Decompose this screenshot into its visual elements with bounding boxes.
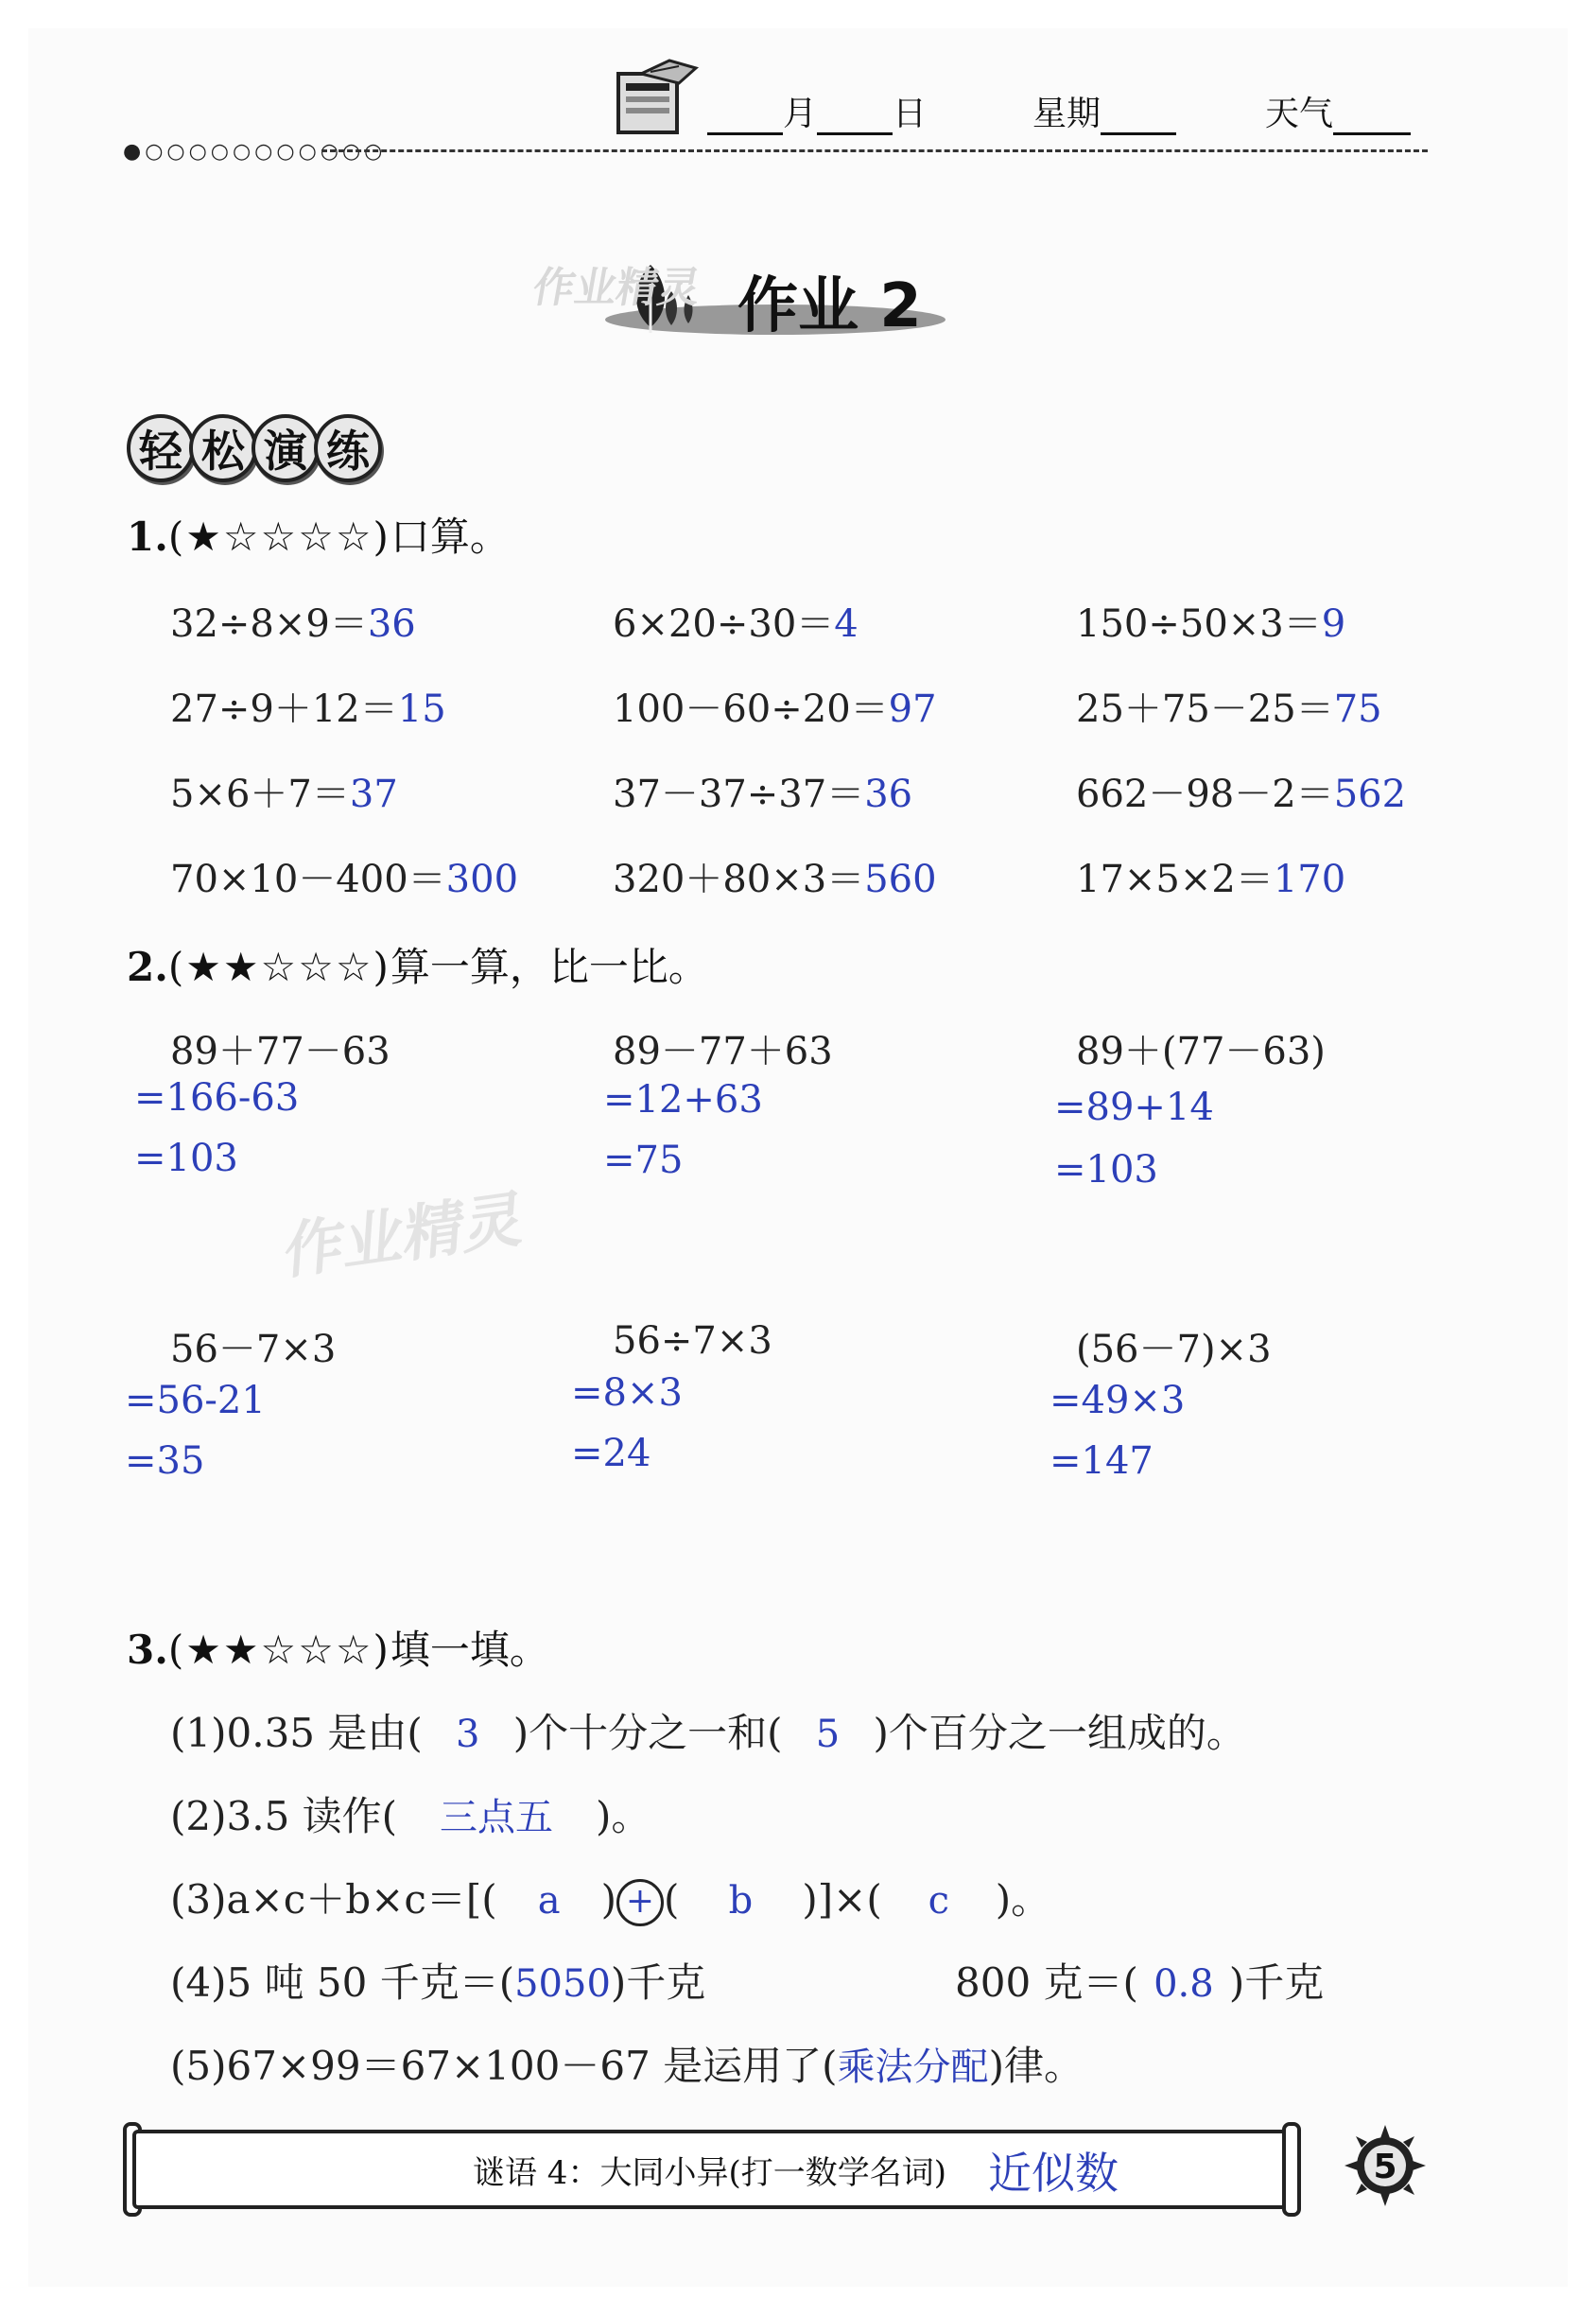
q2-work-step: =12+63	[603, 1078, 763, 1122]
q2-expression: (56－7)×3	[1076, 1328, 1272, 1371]
q1-item: 17×5×2＝170	[1076, 858, 1346, 901]
q2-work-step: =103	[1054, 1148, 1158, 1192]
q3-circled-operator: +	[616, 1879, 664, 1926]
q2-expression: 56－7×3	[170, 1328, 337, 1371]
badge-char-4: 练	[314, 414, 382, 482]
q3-line-5: (5)67×99＝67×100－67 是运用了(乘法分配)律。	[170, 2043, 1084, 2089]
q1-item: 662－98－2＝562	[1076, 773, 1407, 816]
q2-expression: 89－77＋63	[613, 1030, 833, 1073]
page-number: 5	[1373, 2148, 1397, 2186]
q2-work-step: =89+14	[1054, 1086, 1214, 1129]
header-divider	[321, 149, 1428, 152]
q1-number: 1.	[127, 513, 168, 560]
weather-label: 天气	[1265, 95, 1334, 133]
q1-answer: 9	[1321, 602, 1346, 646]
q1-item: 27÷9＋12＝15	[170, 688, 446, 731]
worksheet-page	[28, 28, 1568, 2287]
q1-item: 5×6＋7＝37	[170, 773, 398, 816]
q2-expression: 56÷7×3	[613, 1319, 772, 1363]
q3-line-1: (1)0.35 是由( 3 )个十分之一和( 5 )个百分之一组成的。	[170, 1710, 1246, 1756]
q3-answer: 3	[456, 1713, 480, 1756]
q3-answer: a	[537, 1879, 561, 1923]
q2-work-step: =147	[1050, 1439, 1154, 1483]
q3-answer: b	[728, 1879, 754, 1923]
q2-work-step: =49×3	[1050, 1379, 1186, 1422]
weather-field[interactable]	[1265, 87, 1411, 135]
badge-char-3: 演	[252, 414, 320, 482]
watermark: 作业精灵	[282, 1183, 527, 1289]
q2-prompt: 算一算，比一比。	[390, 944, 708, 990]
q3-answer: 乘法分配	[837, 2045, 989, 2089]
q2-heading	[127, 936, 708, 993]
q1-answer: 36	[367, 602, 416, 646]
q3-line-4: (4)5 吨 50 千克＝(5050)千克	[170, 1959, 706, 2006]
q3-answer: 5050	[514, 1962, 611, 2006]
q3-stars: (★★☆☆☆)	[167, 1627, 390, 1673]
q2-work-step: =24	[571, 1432, 651, 1475]
q1-answer: 97	[888, 688, 937, 731]
q1-answer: 300	[445, 858, 519, 901]
q3-line-2: (2)3.5 读作( 三点五 )。	[170, 1785, 651, 1842]
q1-item: 6×20÷30＝4	[613, 602, 859, 646]
q1-answer: 562	[1333, 773, 1407, 816]
q1-answer: 170	[1273, 858, 1346, 901]
title-ghost-watermark: 作业精灵	[529, 264, 704, 312]
q1-answer: 15	[397, 688, 446, 731]
q1-heading	[127, 506, 510, 563]
riddle-text: 谜语 4：大同小异(打一数学名词)	[473, 2154, 946, 2192]
q2-stars: (★★☆☆☆)	[167, 944, 390, 990]
q2-expression: 89＋(77－63)	[1076, 1030, 1326, 1073]
q3-answer: 三点五	[440, 1796, 554, 1839]
q1-answer: 37	[349, 773, 398, 816]
q3-line-4b: 800 克＝( 0.8 )千克	[955, 1959, 1325, 2006]
header-dots: ●○○○○○○○○○○○	[123, 140, 387, 164]
q1-answer: 36	[864, 773, 913, 816]
q1-answer: 4	[834, 602, 859, 646]
q1-item: 70×10－400＝300	[170, 858, 519, 901]
q1-item: 32÷8×9＝36	[170, 602, 416, 646]
q2-number: 2.	[127, 944, 168, 990]
q1-prompt: 口算。	[390, 513, 510, 560]
q3-answer: c	[928, 1879, 949, 1923]
q1-item: 25＋75－25＝75	[1076, 688, 1382, 731]
q2-expression: 89＋77－63	[170, 1030, 390, 1073]
scroll-end-right	[1282, 2122, 1301, 2217]
weekday-field[interactable]	[1032, 87, 1176, 135]
badge-char-1: 轻	[127, 414, 195, 482]
q1-stars: (★☆☆☆☆)	[167, 513, 390, 560]
riddle-answer: 近似数	[988, 2148, 1119, 2199]
q2-work-step: =35	[125, 1439, 205, 1483]
date-field[interactable]	[707, 87, 927, 135]
q2-work-step: =166-63	[134, 1076, 300, 1120]
q2-work-step: =56-21	[125, 1379, 266, 1422]
page-number-badge	[1343, 2123, 1428, 2208]
month-label: 月	[783, 95, 818, 133]
q1-answer: 75	[1333, 688, 1382, 731]
q3-heading	[127, 1619, 549, 1676]
q3-answer: 5	[815, 1713, 841, 1756]
calendar-icon	[613, 55, 700, 140]
q1-item: 150÷50×3＝9	[1076, 602, 1346, 646]
q1-item: 320＋80×3＝560	[613, 858, 937, 901]
q2-work-step: =8×3	[571, 1371, 683, 1415]
section-badge	[127, 414, 376, 484]
weekday-label: 星期	[1032, 95, 1102, 133]
q2-work-step: =103	[134, 1137, 238, 1180]
q1-answer: 560	[864, 858, 937, 901]
q3-prompt: 填一填。	[390, 1627, 549, 1673]
badge-char-2: 松	[189, 414, 257, 482]
page-title: 作业 2	[737, 271, 922, 341]
q2-work-step: =75	[603, 1139, 684, 1182]
q3-number: 3.	[127, 1627, 168, 1673]
q3-line-3: (3)a×c＋b×c＝[( a ) + ( b )]×( c )。	[170, 1869, 1050, 1926]
q1-item: 100－60÷20＝97	[613, 688, 937, 731]
q1-item: 37－37÷37＝36	[613, 773, 913, 816]
q3-answer: 0.8	[1154, 1962, 1214, 2006]
day-label: 日	[893, 95, 928, 133]
